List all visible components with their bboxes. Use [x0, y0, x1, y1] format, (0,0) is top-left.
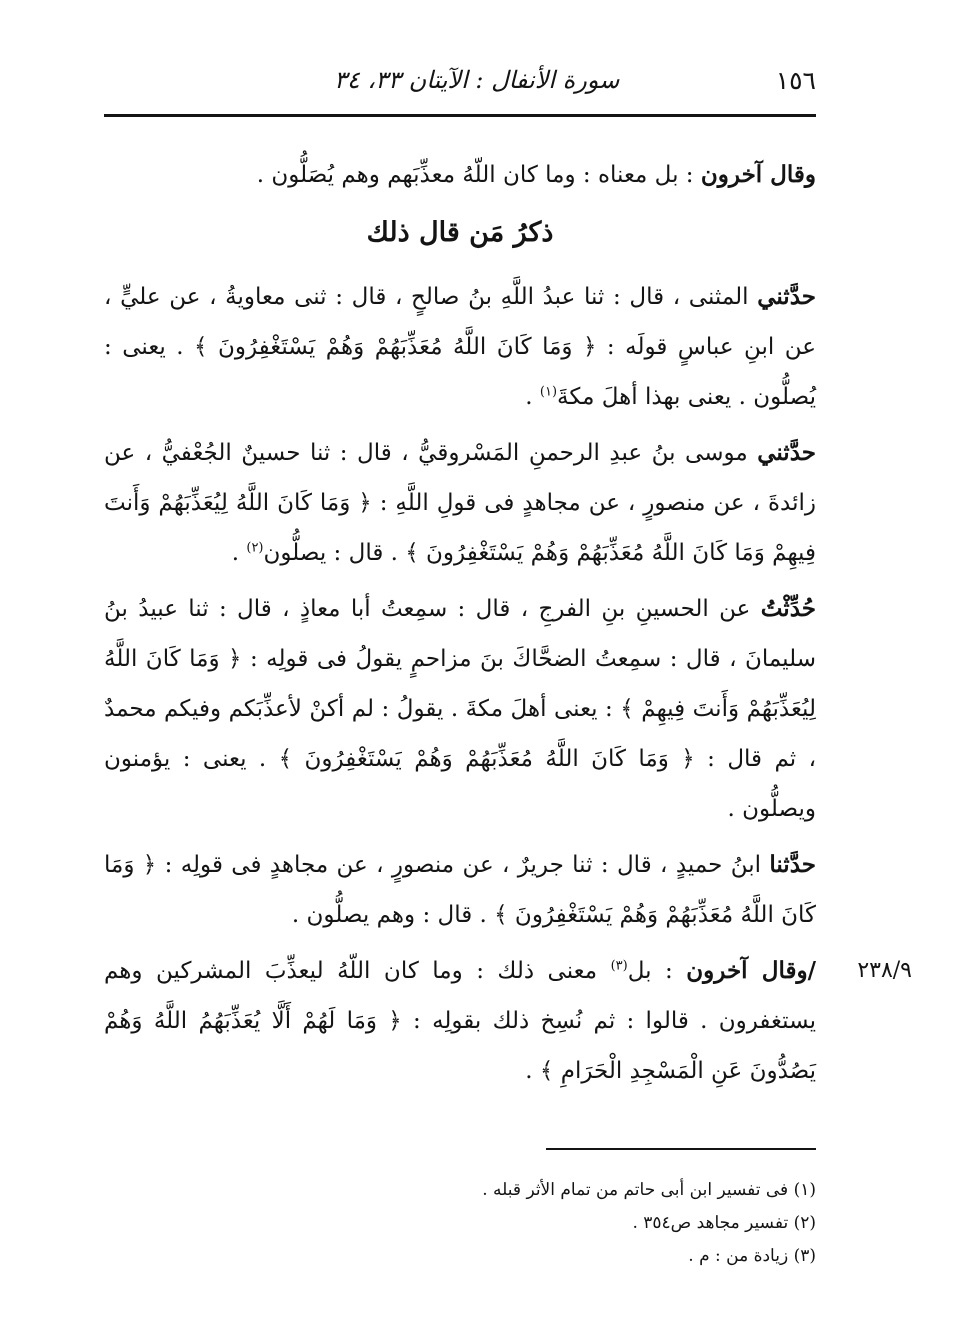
paragraph-text: عن الحسينِ بنِ الفرجِ ، قال : سمِعتُ أبا معاذٍ ، قال : ثنا عبيدُ بنُ سليمانَ ، قال : سمِعتُ الضحَّاكَ بنَ مزاحمٍ يقولُ فى قولِه : ﴿ وَمَا كَانَ اللَّهُ لِيُعَذِّبَهُمْ وَأَنتَ فِيهِمْ ﴾ : يعنى أهلَ مكةَ . يقولُ : لم أكنْ لأعذِّبَكم وفيكم محمدٌ ، ثم قال : ﴿ وَمَا كَانَ اللَّهُ مُعَذِّبَهُمْ وَهُمْ يَسْتَغْفِرُونَ ﴾ . يعنى : يؤمنون ويصلُّون .	[104, 596, 816, 822]
header-rule	[104, 114, 816, 117]
footnotes	[104, 1174, 816, 1273]
paragraph-lead: حدَّثني	[757, 283, 816, 310]
paragraph-lead: حدَّثنا	[769, 851, 816, 878]
paragraph-text: موسى بنُ عبدِ الرحمنِ المَسْروقيُّ ، قال : ثنا حسينٌ الجُعْفيُّ ، عن زائدةَ ، عن منصورٍ ، عن مجاهدٍ فى قولِ اللَّهِ : ﴿ وَمَا كَانَ اللَّهُ لِيُعَذِّبَهُمْ وَأَنتَ فِيهِمْ وَمَا كَانَ اللَّهُ مُعَذِّبَهُمْ وَهُمْ يَسْتَغْفِرُونَ ﴾ . قال : يصلُّون	[104, 440, 816, 566]
section-heading: ذكرُ مَن قال ذلك	[366, 217, 554, 248]
paragraph-lead: /وقال آخرون	[686, 957, 816, 984]
paragraph-end: .	[231, 540, 247, 566]
paragraph-text: المثنى ، قال : ثنا عبدُ اللَّهِ بنُ صالحٍ ، قال : ثنى معاويةُ ، عن عليٍّ ، عن ابنِ عباسٍ قولَه : ﴿ وَمَا كَانَ اللَّهُ مُعَذِّبَهُمْ وَهُمْ يَسْتَغْفِرُونَ ﴾ . يعنى : يُصلُّون . يعنى بهذا أهلَ مكةَ	[104, 284, 816, 410]
paragraph-lead: حدَّثني	[757, 439, 816, 466]
margin-reference: ٢٣٨/٩	[857, 958, 912, 983]
paragraph-text: ابنُ حميدٍ ، قال : ثنا جريرٌ ، عن منصورٍ ، عن مجاهدٍ فى قولِه : ﴿ وَمَا كَانَ اللَّهُ مُعَذِّبَهُمْ وَهُمْ يَسْتَغْفِرُونَ ﴾ . قال : وهم يصلُّون .	[104, 852, 816, 928]
paragraph-1	[104, 150, 816, 200]
paragraph-4	[104, 584, 816, 834]
footnote-1: (١) فى تفسير ابن أبى حاتم من تمام الأثر قبله .	[482, 1180, 816, 1200]
paragraph-5	[104, 840, 816, 940]
paragraph-text: : بل	[627, 958, 687, 984]
paragraph-6	[104, 946, 912, 1096]
paragraph-3	[104, 428, 816, 578]
page-number: ١٥٦	[775, 66, 816, 95]
paragraph-text-cont: معنى ذلك : وما كان اللّهُ ليعذِّبَ المشركين وهم يستغفرون . قالوا : ثم نُسِخ ذلك بقولِه : ﴿ وَمَا لَهُمْ أَلَّا يُعَذِّبَهُمُ اللَّهُ وَهُمْ يَصُدُّونَ عَنِ الْمَسْجِدِ الْحَرَامِ ﴾ .	[104, 958, 816, 1084]
footnote-2: (٢) تفسير مجاهد ص٣٥٤ .	[632, 1213, 816, 1233]
footnote-marker: (١)	[539, 384, 558, 400]
footnote-marker: (٢)	[246, 540, 264, 556]
paragraph-lead: حُدِّثْتُ	[760, 595, 816, 622]
running-title: سورة الأنفال : الآيتان ٣٣، ٣٤	[334, 66, 620, 94]
paragraph-end: .	[525, 384, 540, 410]
page-header	[104, 66, 816, 106]
paragraph-2	[104, 272, 816, 422]
footnote-marker: (٣)	[610, 958, 628, 974]
main-text	[104, 150, 912, 1102]
paragraph-lead: وقال آخرون	[700, 161, 816, 188]
footnote-rule	[546, 1148, 816, 1150]
paragraph-text: : بل معناه : وما كان اللّهُ معذِّبَهم وهم يُصَلُّون .	[256, 162, 701, 188]
footnote-3: (٣) زيادة من : م .	[688, 1246, 816, 1266]
